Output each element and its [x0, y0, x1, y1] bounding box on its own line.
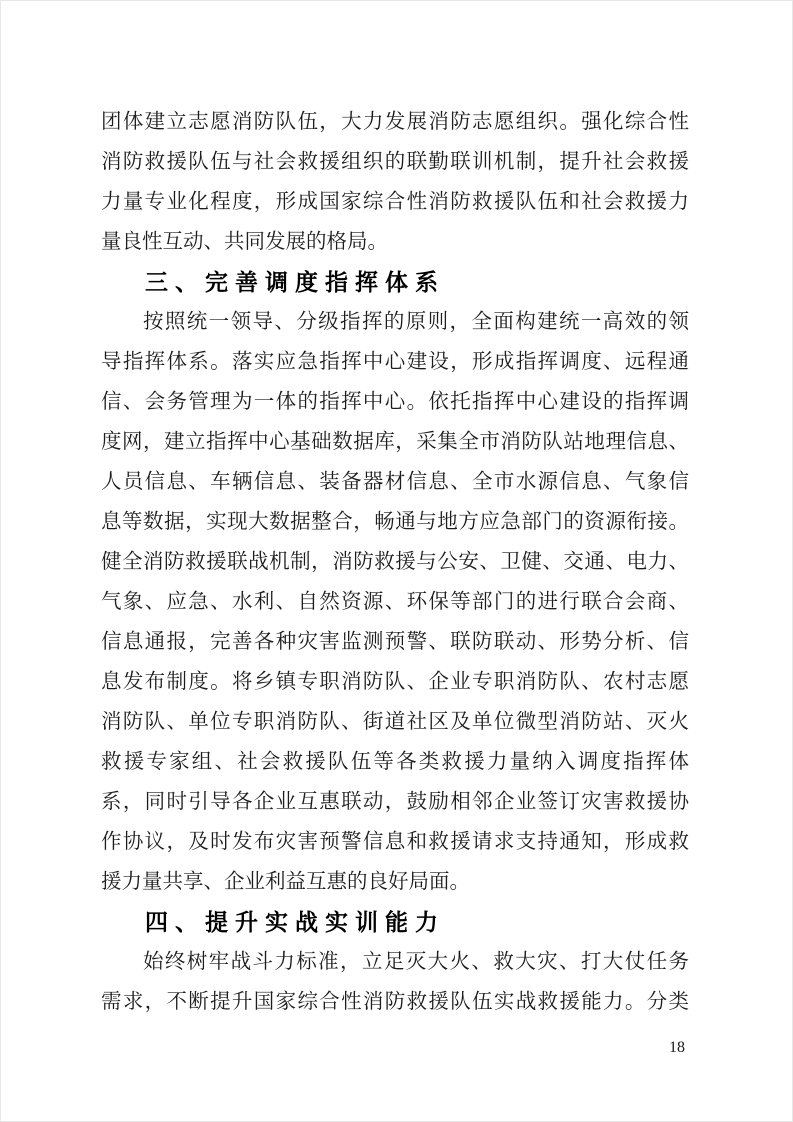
paragraph-line: 力量专业化程度，形成国家综合性消防救援队伍和社会救援力: [101, 191, 689, 213]
paragraph-line: 导指挥体系。落实应急指挥中心建设，形成指挥调度、远程通: [101, 351, 689, 373]
paragraph-line: 消防救援队伍与社会救援组织的联勤联训机制，提升社会救援: [101, 151, 689, 173]
paragraph-line: 按照统一领导、分级指挥的原则，全面构建统一高效的领: [143, 311, 689, 333]
paragraph-line: 系，同时引导各企业互惠联动，鼓励相邻企业签订灾害救援协: [101, 791, 689, 813]
paragraph-line: 息发布制度。将乡镇专职消防队、企业专职消防队、农村志愿: [101, 671, 689, 693]
paragraph-line: 团体建立志愿消防队伍，大力发展消防志愿组织。强化综合性: [101, 111, 689, 133]
paragraph-line: 援力量共享、企业利益互惠的良好局面。: [101, 871, 470, 893]
page-number: 18: [669, 1039, 685, 1056]
paragraph-line: 人员信息、车辆信息、装备器材信息、全市水源信息、气象信: [101, 471, 689, 493]
paragraph-line: 息等数据，实现大数据整合，畅通与地方应急部门的资源衔接。: [101, 511, 689, 533]
paragraph-line: 需求，不断提升国家综合性消防救援队伍实战救援能力。分类: [101, 991, 689, 1013]
paragraph-line: 始终树牢战斗力标准，立足灭大火、救大灾、打大仗任务: [143, 951, 689, 973]
paragraph-line: 信、会务管理为一体的指挥中心。依托指挥中心建设的指挥调: [101, 391, 689, 413]
paragraph-line: 量良性互动、共同发展的格局。: [101, 231, 388, 253]
document-content: [101, 102, 689, 1022]
paragraph-line: 气象、应急、水利、自然资源、环保等部门的进行联合会商、: [101, 591, 689, 613]
section-heading: 四、提升实战实训能力: [145, 909, 445, 935]
section-heading: 三、完善调度指挥体系: [145, 269, 445, 295]
paragraph-line: 救援专家组、社会救援队伍等各类救援力量纳入调度指挥体: [101, 751, 689, 773]
paragraph-line: 消防队、单位专职消防队、街道社区及单位微型消防站、灭火: [101, 711, 689, 733]
paragraph-line: 健全消防救援联战机制，消防救援与公安、卫健、交通、电力、: [101, 551, 689, 573]
paragraph-line: 作协议，及时发布灾害预警信息和救援请求支持通知，形成救: [101, 831, 689, 853]
paragraph-line: 度网，建立指挥中心基础数据库，采集全市消防队站地理信息、: [101, 431, 689, 453]
paragraph-line: 信息通报，完善各种灾害监测预警、联防联动、形势分析、信: [101, 631, 689, 653]
